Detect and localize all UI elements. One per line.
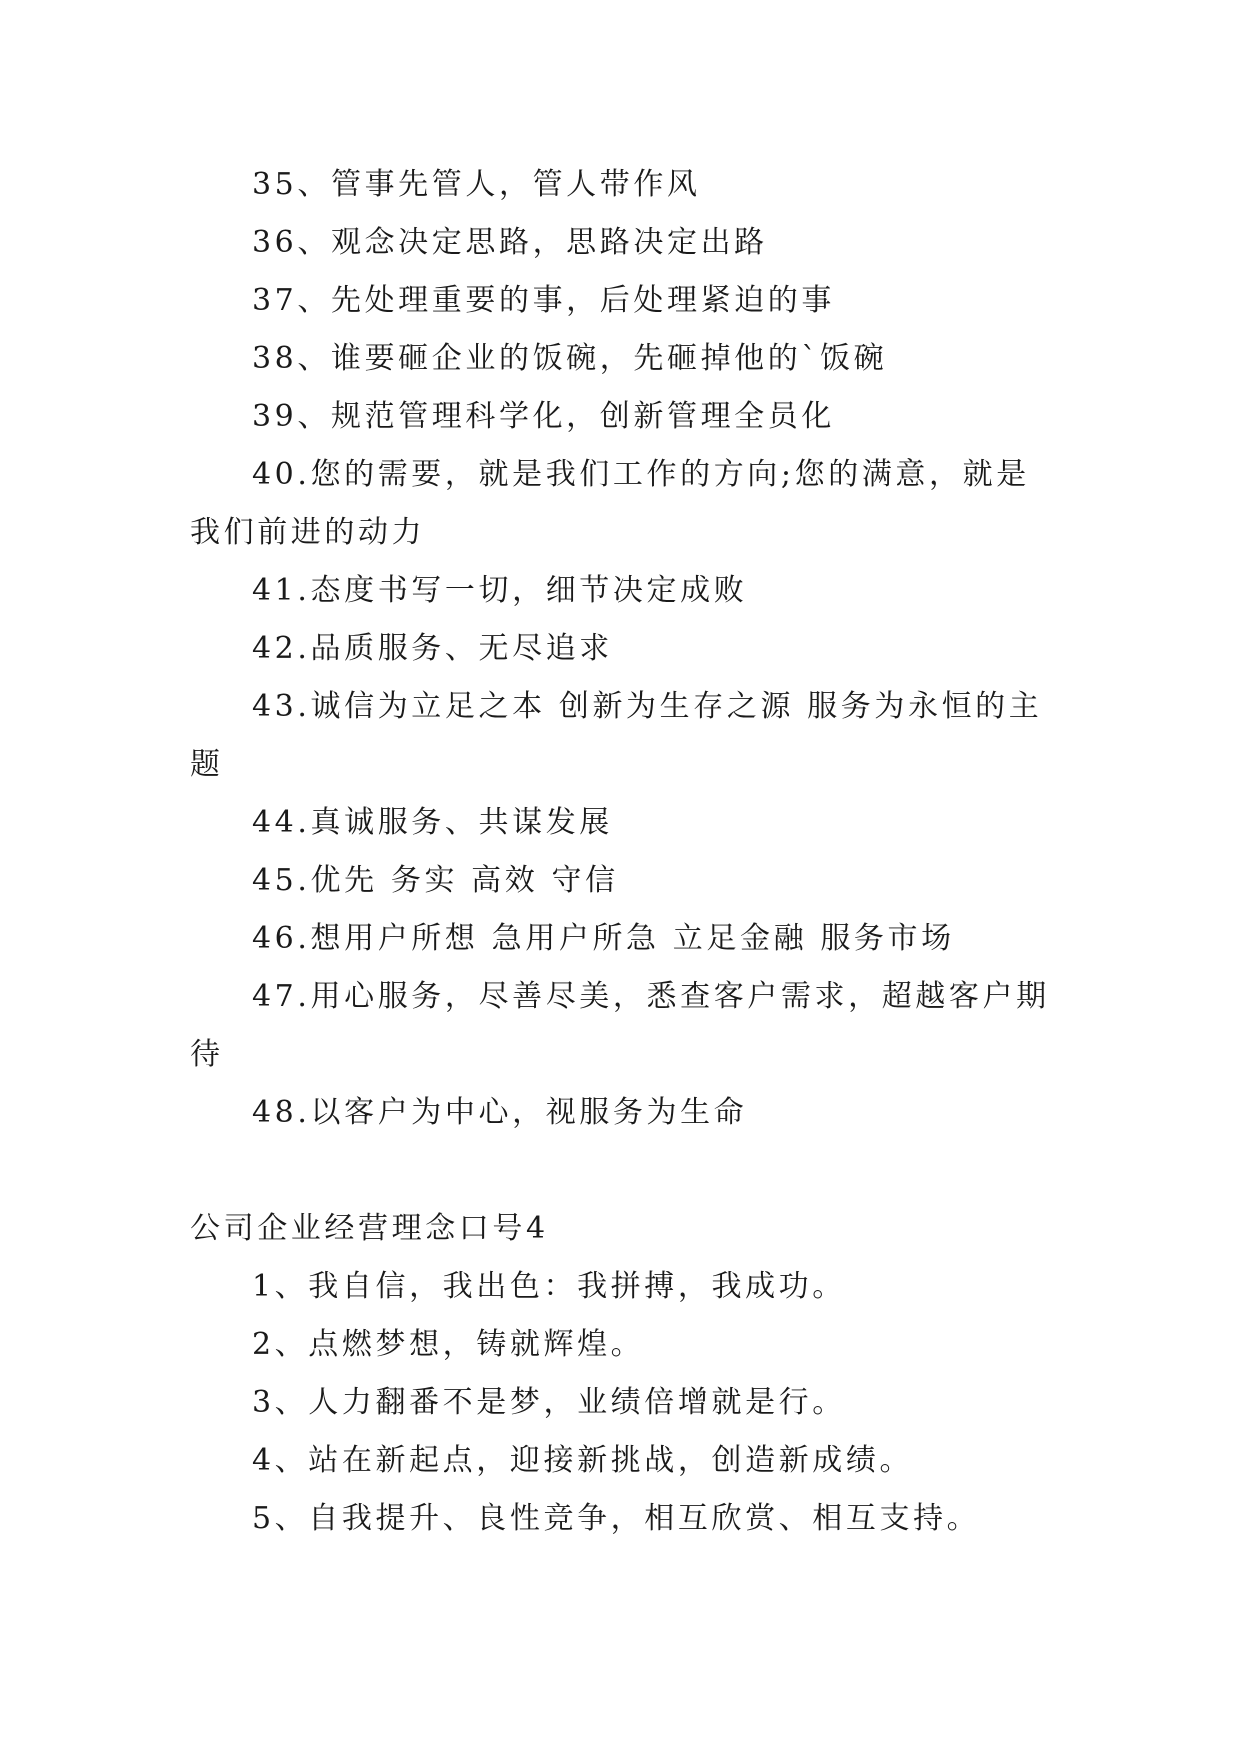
- list-item: 48.以客户为中心，视服务为生命: [252, 1095, 748, 1130]
- list-item: 47.用心服务，尽善尽美，悉查客户需求，超越客户期待: [190, 979, 1050, 1072]
- list-item: 38、谁要砸企业的饭碗，先砸掉他的`饭碗: [252, 341, 888, 376]
- section-heading: 公司企业经营理念口号4: [190, 1211, 549, 1246]
- list-item: 41.态度书写一切，细节决定成败: [252, 573, 748, 608]
- list-item: 43.诚信为立足之本 创新为生存之源 服务为永恒的主题: [190, 689, 1043, 782]
- list-item: 35、管事先管人，管人带作风: [252, 167, 701, 202]
- slogan-list-2: [190, 1258, 1060, 1548]
- list-item: 42.品质服务、无尽追求: [252, 631, 613, 666]
- section-spacer: [190, 1142, 1060, 1200]
- list-item: 46.想用户所想 急用户所急 立足金融 服务市场: [252, 921, 955, 956]
- list-item: 1、我自信，我出色：我拼搏，我成功。: [252, 1269, 846, 1304]
- list-item: 39、规范管理科学化，创新管理全员化: [252, 399, 835, 434]
- list-item: 40.您的需要，就是我们工作的方向;您的满意，就是我们前进的动力: [190, 457, 1030, 550]
- document-page: [190, 156, 1060, 1548]
- list-item: 44.真诚服务、共谋发展: [252, 805, 613, 840]
- list-item: 2、点燃梦想，铸就辉煌。: [252, 1327, 645, 1362]
- list-item: 45.优先 务实 高效 守信: [252, 863, 619, 898]
- slogan-list-1: [190, 156, 1060, 1142]
- list-item: 37、先处理重要的事，后处理紧迫的事: [252, 283, 835, 318]
- list-item: 3、人力翻番不是梦，业绩倍增就是行。: [252, 1385, 846, 1420]
- list-item: 5、自我提升、良性竞争，相互欣赏、相互支持。: [252, 1501, 981, 1536]
- list-item: 4、站在新起点，迎接新挑战，创造新成绩。: [252, 1443, 914, 1478]
- list-item: 36、观念决定思路，思路决定出路: [252, 225, 768, 260]
